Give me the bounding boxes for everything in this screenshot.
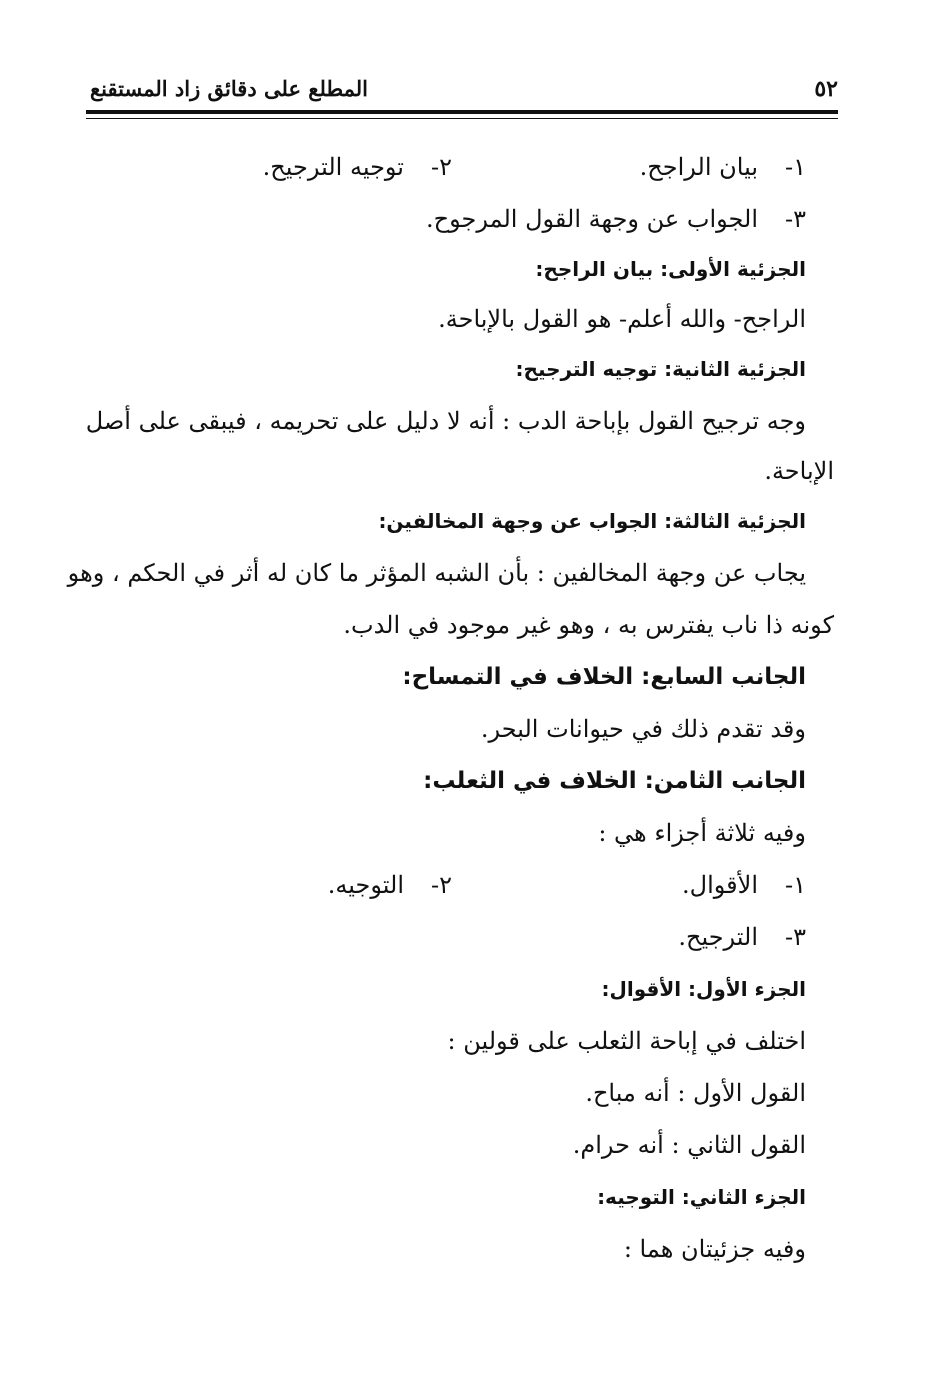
list-item: [263, 150, 452, 184]
book-title: المطلع على دقائق زاد المستقنع: [90, 76, 369, 101]
paragraph: يجاب عن وجهة المخالفين : بأن الشبه المؤثر ما كان له أثر في الحكم ، وهو: [67, 559, 806, 587]
list-text: الترجيح.: [678, 923, 758, 951]
paragraph: القول الثاني : أنه حرام.: [572, 1131, 806, 1159]
list-item: [678, 920, 806, 954]
section-heading: الجزء الثاني: التوجيه:: [597, 1185, 806, 1209]
paragraph: كونه ذا ناب يفترس به ، وهو غير موجود في الدب.: [343, 611, 834, 639]
paragraph: وفيه ثلاثة أجزاء هي :: [598, 819, 806, 847]
page-header: [90, 70, 838, 110]
section-heading: الجزئية الثالثة: الجواب عن وجهة المخالفين:: [378, 509, 806, 533]
paragraph: وفيه جزئيتان هما :: [623, 1235, 806, 1263]
paragraph: القول الأول : أنه مباح.: [585, 1079, 806, 1107]
list-item: [640, 150, 806, 184]
section-heading: الجزئية الثانية: توجيه الترجيح:: [515, 357, 806, 381]
section-heading: الجزء الأول: الأقوال:: [601, 977, 806, 1001]
paragraph: اختلف في إباحة الثعلب على قولين :: [447, 1027, 806, 1055]
list-text: توجيه الترجيح.: [262, 153, 404, 181]
header-rule-thin: [86, 118, 838, 119]
list-text: بيان الراجح.: [639, 153, 758, 181]
list-number: ٣-: [785, 923, 806, 951]
list-text: التوجيه.: [327, 871, 404, 899]
list-number: ٣-: [785, 205, 806, 233]
section-heading: الجزئية الأولى: بيان الراجح:: [535, 257, 806, 281]
paragraph: الإباحة.: [764, 457, 834, 485]
list-item: [682, 868, 806, 902]
paragraph: وجه ترجيح القول بإباحة الدب : أنه لا دليل على تحريمه ، فيبقى على أصل: [85, 407, 806, 435]
list-number: ٢-: [431, 153, 452, 181]
list-number: ٢-: [431, 871, 452, 899]
list-number: ١-: [785, 153, 806, 181]
header-rule-thick: [86, 110, 838, 114]
list-item: [328, 868, 452, 902]
paragraph: وقد تقدم ذلك في حيوانات البحر.: [480, 715, 806, 743]
paragraph: الراجح- والله أعلم- هو القول بالإباحة.: [438, 305, 806, 333]
list-text: الأقوال.: [682, 871, 758, 899]
section-heading: الجانب السابع: الخلاف في التمساح:: [402, 664, 806, 690]
list-item: [426, 202, 806, 236]
page-number: ٥٢: [814, 76, 838, 102]
list-number: ١-: [785, 871, 806, 899]
section-heading: الجانب الثامن: الخلاف في الثعلب:: [423, 768, 806, 794]
list-text: الجواب عن وجهة القول المرجوح.: [425, 205, 758, 233]
